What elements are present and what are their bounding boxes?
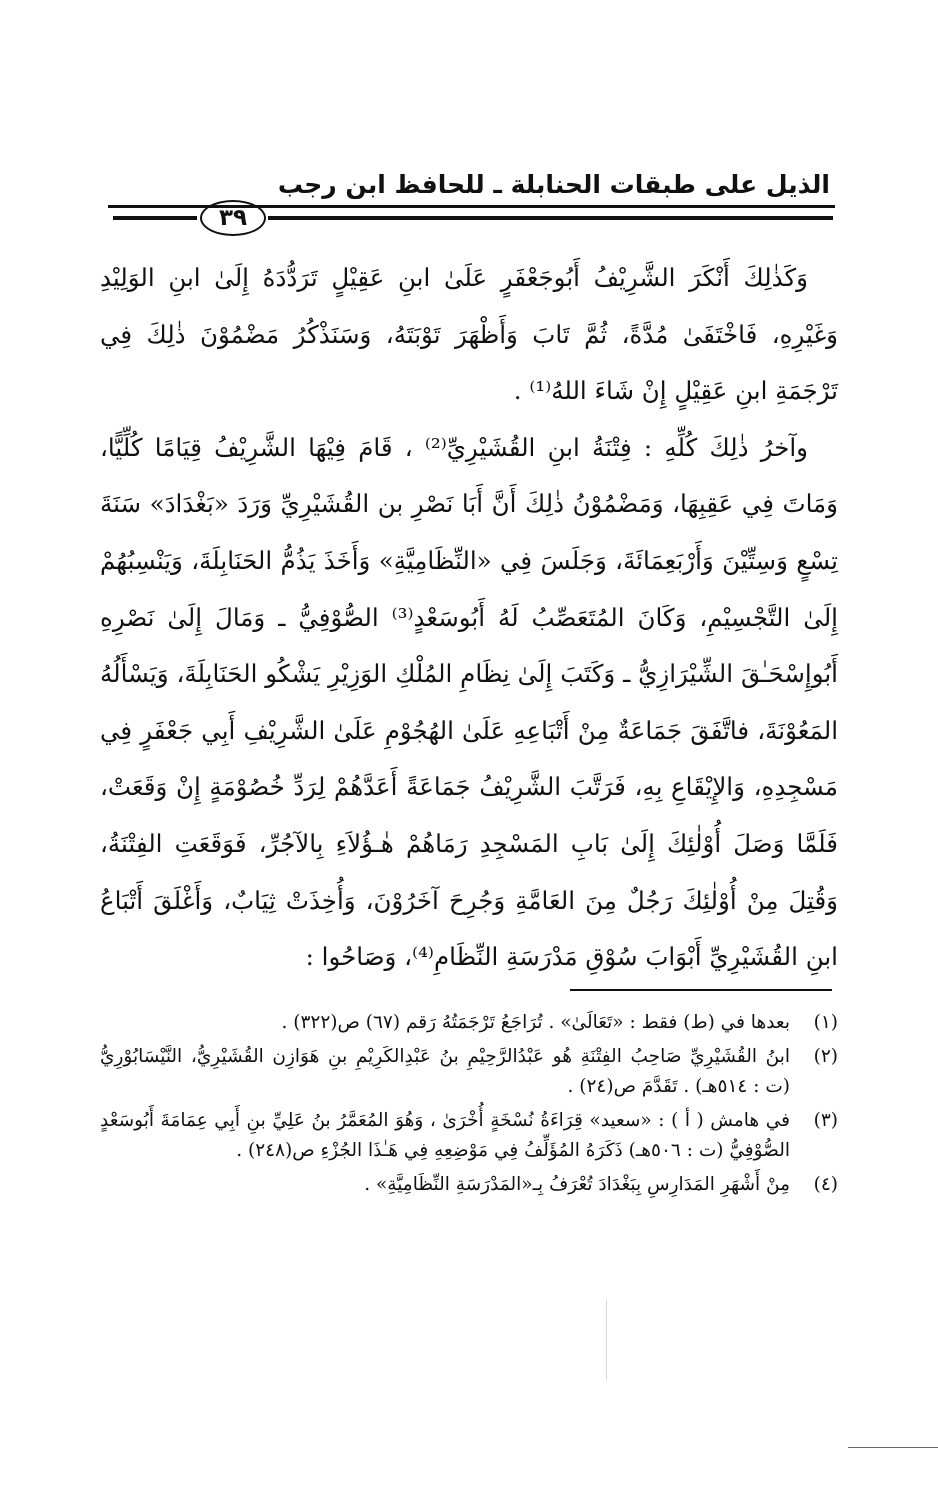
footnote — [100, 1008, 838, 1039]
page-number: ٣٩ — [200, 200, 266, 236]
footnotes — [100, 1008, 838, 1203]
footnote — [100, 1170, 838, 1201]
footnote-text: بعدها في (ط) فقط : «تَعَالَىٰ» . تُرَاجَعُ تَرْجَمَتُهُ رَقم (٦٧) ص(٣٢٢) . — [281, 1012, 790, 1033]
scan-artifact — [606, 1300, 607, 1380]
footnote-number: (١) — [813, 1012, 838, 1033]
footnote-text: في هامش ( أ ) : «سعيد» قِرَاءَةُ نُسْخَةٍ أُخْرَىٰ ، وَهُوَ المُعَمَّرُ بنُ عَلِيِّ بنِ أَبِي عِمَامَةَ أَبُوسَعْدٍ الصُّوْفِيُّ (ت : ٥٠٦هـ) ذَكَرَهُ المُؤَلِّفُ فِي مَوْضِعِهِ فِي هَـٰذَا الجُزْءِ ص(٢٤٨) . — [100, 1109, 790, 1161]
footnote-number: (٣) — [813, 1109, 838, 1131]
footnote-separator — [570, 989, 832, 991]
paragraph: وَكَذٰلِكَ أَنْكَرَ الشَّرِيْفُ أَبُوجَعْفَرٍ عَلَىٰ ابنِ عَقِيْلٍ تَرَدُّدَهُ إِلَىٰ ابنِ الوَلِيْدِ وَغَيْرِهِ، فَاخْتَفَىٰ مُدَّةً، ثُمَّ تَابَ وَأَظْهَرَ تَوْبَتَهُ، وَسَنَذْكُرُ مَضْمُوْنَ ذٰلِكَ فِي تَرْجَمَةِ ابنِ عَقِيْلٍ إِنْ شَاءَ اللهُ⁽¹⁾ . — [100, 263, 838, 406]
footnote — [100, 1106, 838, 1167]
page-number-rule-left — [113, 216, 197, 220]
footnote — [100, 1042, 838, 1103]
main-text — [100, 250, 838, 986]
footnote-text: ابنُ القُشَيْرِيِّ صَاحِبُ الفِتْنَةِ هُو عَبْدُالرَّحِيْمِ بنُ عَبْدِالكَرِيْمِ بنِ هَوَازِن القُشَيْرِيُّ، النَّيْسَابُوْرِيُّ (ت : ٥١٤هـ) . تَقَدَّمَ ص(٢٤) . — [100, 1045, 790, 1097]
running-header-title: الذيل على طبقات الحنابلة ـ للحافظ ابن رجب — [277, 170, 830, 199]
page-number-rule-right — [268, 216, 833, 220]
paragraph: وآخرُ ذٰلِكَ كُلِّهِ : فِتْنَةُ ابنِ القُشَيْرِيِّ⁽²⁾ ، قَامَ فِيْهَا الشَّرِيْفُ قِيَامًا كُلِّيًّا، وَمَاتَ فِي عَقِبِهَا، وَمَضْمُوْنُ ذٰلِكَ أَنَّ أَبَا نَصْرِ بن القُشَيْرِيِّ وَرَدَ «بَغْدَادَ» سَنَةَ تِسْعٍ وَسِتِّيْنَ وَأَرْبَعِمَائَةَ، وَجَلَسَ فِي «النِّظَامِيَّةِ» وَأَخَذَ يَذُمُّ الحَنَابِلَةَ، وَيَنْسِبُهُمْ إِلَىٰ التَّجْسِيْمِ، وَكَانَ المُتَعَصِّبُ لَهُ أَبُوسَعْدٍ⁽³⁾ الصُّوْفِيُّ ـ وَمَالَ إِلَىٰ نَصْرِهِ أَبُوإِسْحَـٰقَ الشِّيْرَازِيُّ ـ وَكَتَبَ إِلَىٰ نِظَامِ المُلْكِ الوَزِيْرِ يَشْكُو الحَنَابِلَةَ، وَيَسْأَلُهُ المَعُوْنَةَ، فاتَّفَقَ جَمَاعَةٌ مِنْ أَتْبَاعِهِ عَلَىٰ الهُجُوْمِ عَلَىٰ الشَّرِيْفِ أَبِي جَعْفَرٍ فِي مَسْجِدِهِ، وَالإِيْقَاعِ بِهِ، فَرَتَّبَ الشَّرِيْفُ جَمَاعَةً أَعَدَّهُمْ لِرَدِّ خُصُوْمَةٍ إِنْ وَقَعَتْ، فَلَمَّا وَصَلَ أُوْلٰئِكَ إِلَىٰ بَابِ المَسْجِدِ رَمَاهُمْ هٰـؤُلاَءِ بِالآجُرِّ، فَوَقَعَتِ الفِتْنَةُ، وَقُتِلَ مِنْ أُوْلٰئِكَ رَجُلٌ مِنَ العَامَّةِ وَجُرِحَ آخَرُوْنَ، وَأُخِذَتْ ثِيَابٌ، وَأَغْلَقَ أَتْبَاعُ ابنِ القُشَيْرِيِّ أَبْوَابَ سُوْقِ مَدْرَسَةِ النِّظَامِ⁽⁴⁾، وَصَاحُوا : — [100, 432, 838, 972]
footnote-number: (٤) — [813, 1173, 838, 1195]
scan-edge-line — [848, 1447, 938, 1448]
footnote-text: مِنْ أَشْهَرِ المَدَارِسِ بِبَغْدَادَ تُعْرَفُ بِـ«المَدْرَسَةِ النِّظَامِيَّةِ» . — [364, 1173, 790, 1195]
footnote-number: (٢) — [813, 1045, 838, 1067]
